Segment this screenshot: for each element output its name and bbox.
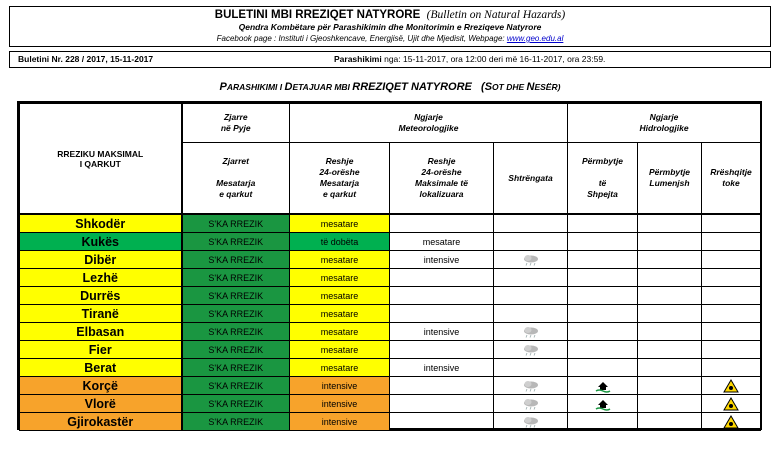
rain-max-cell (390, 269, 494, 287)
storm-cloud-icon (521, 254, 541, 266)
river-flood-cell (638, 359, 702, 377)
fire-risk-cell: S'KA RREZIK (182, 233, 290, 251)
rain-avg-cell: mesatare (290, 251, 390, 269)
rain-avg-cell: mesatare (290, 323, 390, 341)
fire-risk-cell: S'KA RREZIK (182, 323, 290, 341)
landslide-cell (702, 214, 761, 233)
rain-avg-cell: intensive (290, 413, 390, 431)
rain-max-cell (390, 377, 494, 395)
flash-flood-cell (568, 413, 638, 431)
landslide-cell (702, 413, 761, 431)
table-row (20, 359, 761, 377)
rain-max-cell: intensive (390, 251, 494, 269)
table-row (20, 305, 761, 323)
col-hydro-group: Ngjarje Hidrologjike (568, 104, 761, 143)
river-flood-cell (638, 287, 702, 305)
facebook-text: Facebook page : Instituti i Gjeoshkencave, Energjisë, Ujit dhe Mjedisit, Webpage: (216, 34, 507, 43)
forecast-label: Parashikimi (334, 54, 382, 64)
landslide-cell (702, 341, 761, 359)
landslide-cell (702, 251, 761, 269)
rain-avg-cell: intensive (290, 377, 390, 395)
storm-cloud-icon (521, 416, 541, 428)
fire-risk-cell: S'KA RREZIK (182, 251, 290, 269)
district-name: Elbasan (20, 323, 182, 341)
fire-risk-cell: S'KA RREZIK (182, 287, 290, 305)
rain-avg-cell: mesatare (290, 269, 390, 287)
rain-max-cell: mesatare (390, 233, 494, 251)
storm-cell (494, 233, 568, 251)
table-row (20, 413, 761, 431)
rain-avg-cell: të dobëta (290, 233, 390, 251)
landslide-cell (702, 377, 761, 395)
district-name: Tiranë (20, 305, 182, 323)
title-bold: BULETINI MBI RREZIQET NATYRORE (214, 9, 421, 21)
district-name: Shkodër (20, 214, 182, 233)
flash-flood-cell (568, 287, 638, 305)
table-row (20, 341, 761, 359)
bulletin-subtitle: Qendra Kombëtare për Parashikimin dhe Monitorimin e Rreziqeve Natyrore (238, 22, 542, 32)
webpage-link[interactable]: www.geo.edu.al (506, 34, 564, 43)
rain-max-cell: intensive (390, 323, 494, 341)
table-row (20, 377, 761, 395)
table-row (20, 287, 761, 305)
fire-risk-cell: S'KA RREZIK (182, 269, 290, 287)
flash-flood-cell (568, 214, 638, 233)
col-river-flood: Përmbytje Lumenjsh (638, 143, 702, 215)
flash-flood-cell (568, 341, 638, 359)
col-fires: Zjarret Mesatarja e qarkut (182, 143, 290, 215)
landslide-warning-icon (723, 415, 739, 429)
flash-flood-cell (568, 251, 638, 269)
rain-avg-cell: intensive (290, 395, 390, 413)
river-flood-cell (638, 305, 702, 323)
landslide-cell (702, 287, 761, 305)
fire-risk-cell: S'KA RREZIK (182, 341, 290, 359)
rain-max-cell: intensive (390, 359, 494, 377)
landslide-cell (702, 323, 761, 341)
rain-avg-cell: mesatare (290, 359, 390, 377)
river-flood-cell (638, 214, 702, 233)
flash-flood-cell (568, 305, 638, 323)
river-flood-cell (638, 377, 702, 395)
rain-max-cell (390, 287, 494, 305)
district-name: Lezhë (20, 269, 182, 287)
rain-avg-cell: mesatare (290, 341, 390, 359)
flash-flood-cell (568, 323, 638, 341)
col-meteo-group: Ngjarje Meteorologjike (290, 104, 568, 143)
landslide-cell (702, 359, 761, 377)
bulletin-header (9, 6, 771, 47)
col-flash-flood: Përmbytje të Shpejta (568, 143, 638, 215)
col-rain-avg: Reshje 24-orëshe Mesatarja e qarkut (290, 143, 390, 215)
col-rain-max: Reshje 24-orëshe Maksimale të lokalizuara (390, 143, 494, 215)
storm-cell (494, 359, 568, 377)
storm-cell (494, 377, 568, 395)
storm-cell (494, 287, 568, 305)
landslide-warning-icon (723, 379, 739, 393)
rain-max-cell (390, 413, 494, 431)
fire-risk-cell: S'KA RREZIK (182, 305, 290, 323)
flood-house-icon (595, 379, 611, 393)
table-row (20, 269, 761, 287)
landslide-warning-icon (723, 397, 739, 411)
storm-cloud-icon (521, 398, 541, 410)
fire-risk-cell: S'KA RREZIK (182, 377, 290, 395)
col-landslide: Rrëshqitje toke (702, 143, 761, 215)
table-title: PARASHIKIMI I DETAJUAR MBI RREZIQET NATYRORE (SOT DHE NESËR) (219, 81, 561, 93)
flash-flood-cell (568, 359, 638, 377)
district-name: Dibër (20, 251, 182, 269)
storm-cell (494, 269, 568, 287)
forecast-text: nga: 15-11-2017, ora 12:00 deri më 16-11-2017, ora 23:59. (381, 54, 606, 64)
river-flood-cell (638, 233, 702, 251)
district-name: Kukës (20, 233, 182, 251)
river-flood-cell (638, 395, 702, 413)
rain-avg-cell: mesatare (290, 287, 390, 305)
fire-risk-cell: S'KA RREZIK (182, 395, 290, 413)
storm-cell (494, 413, 568, 431)
river-flood-cell (638, 413, 702, 431)
rain-avg-cell: mesatare (290, 214, 390, 233)
landslide-cell (702, 269, 761, 287)
district-name: Fier (20, 341, 182, 359)
storm-cloud-icon (521, 380, 541, 392)
table-row (20, 214, 761, 233)
bulletin-title (10, 9, 770, 22)
hazard-table (19, 103, 761, 431)
storm-cell (494, 395, 568, 413)
storm-cloud-icon (521, 344, 541, 356)
landslide-cell (702, 305, 761, 323)
river-flood-cell (638, 323, 702, 341)
river-flood-cell (638, 341, 702, 359)
table-row (20, 233, 761, 251)
rain-max-cell (390, 305, 494, 323)
flash-flood-cell (568, 377, 638, 395)
fire-risk-cell: S'KA RREZIK (182, 359, 290, 377)
landslide-cell (702, 233, 761, 251)
rain-max-cell (390, 395, 494, 413)
table-row (20, 395, 761, 413)
bulletin-number: Buletini Nr. 228 / 2017, 15-11-2017 (18, 54, 154, 64)
river-flood-cell (638, 269, 702, 287)
storm-cell (494, 214, 568, 233)
rain-max-cell (390, 214, 494, 233)
bulletin-links (10, 33, 770, 44)
table-row (20, 251, 761, 269)
col-storm: Shtrëngata (494, 143, 568, 215)
col-risk-max: RREZIKU MAKSIMAL I QARKUT (20, 104, 182, 215)
storm-cell (494, 251, 568, 269)
river-flood-cell (638, 251, 702, 269)
district-name: Korçë (20, 377, 182, 395)
flash-flood-cell (568, 233, 638, 251)
bulletin-info (9, 51, 771, 68)
landslide-cell (702, 395, 761, 413)
district-name: Berat (20, 359, 182, 377)
storm-cell (494, 323, 568, 341)
hazard-table-frame (17, 101, 762, 430)
district-name: Durrës (20, 287, 182, 305)
flash-flood-cell (568, 395, 638, 413)
title-english: (Bulletin on Natural Hazards) (426, 9, 566, 21)
forecast-period (334, 52, 605, 67)
table-row (20, 323, 761, 341)
district-name: Vlorë (20, 395, 182, 413)
fire-risk-cell: S'KA RREZIK (182, 413, 290, 431)
fire-risk-cell: S'KA RREZIK (182, 214, 290, 233)
col-fires-group: Zjarre në Pyje (182, 104, 290, 143)
flood-house-icon (595, 397, 611, 411)
storm-cell (494, 305, 568, 323)
rain-max-cell (390, 341, 494, 359)
flash-flood-cell (568, 269, 638, 287)
rain-avg-cell: mesatare (290, 305, 390, 323)
district-name: Gjirokastër (20, 413, 182, 431)
storm-cloud-icon (521, 326, 541, 338)
storm-cell (494, 341, 568, 359)
